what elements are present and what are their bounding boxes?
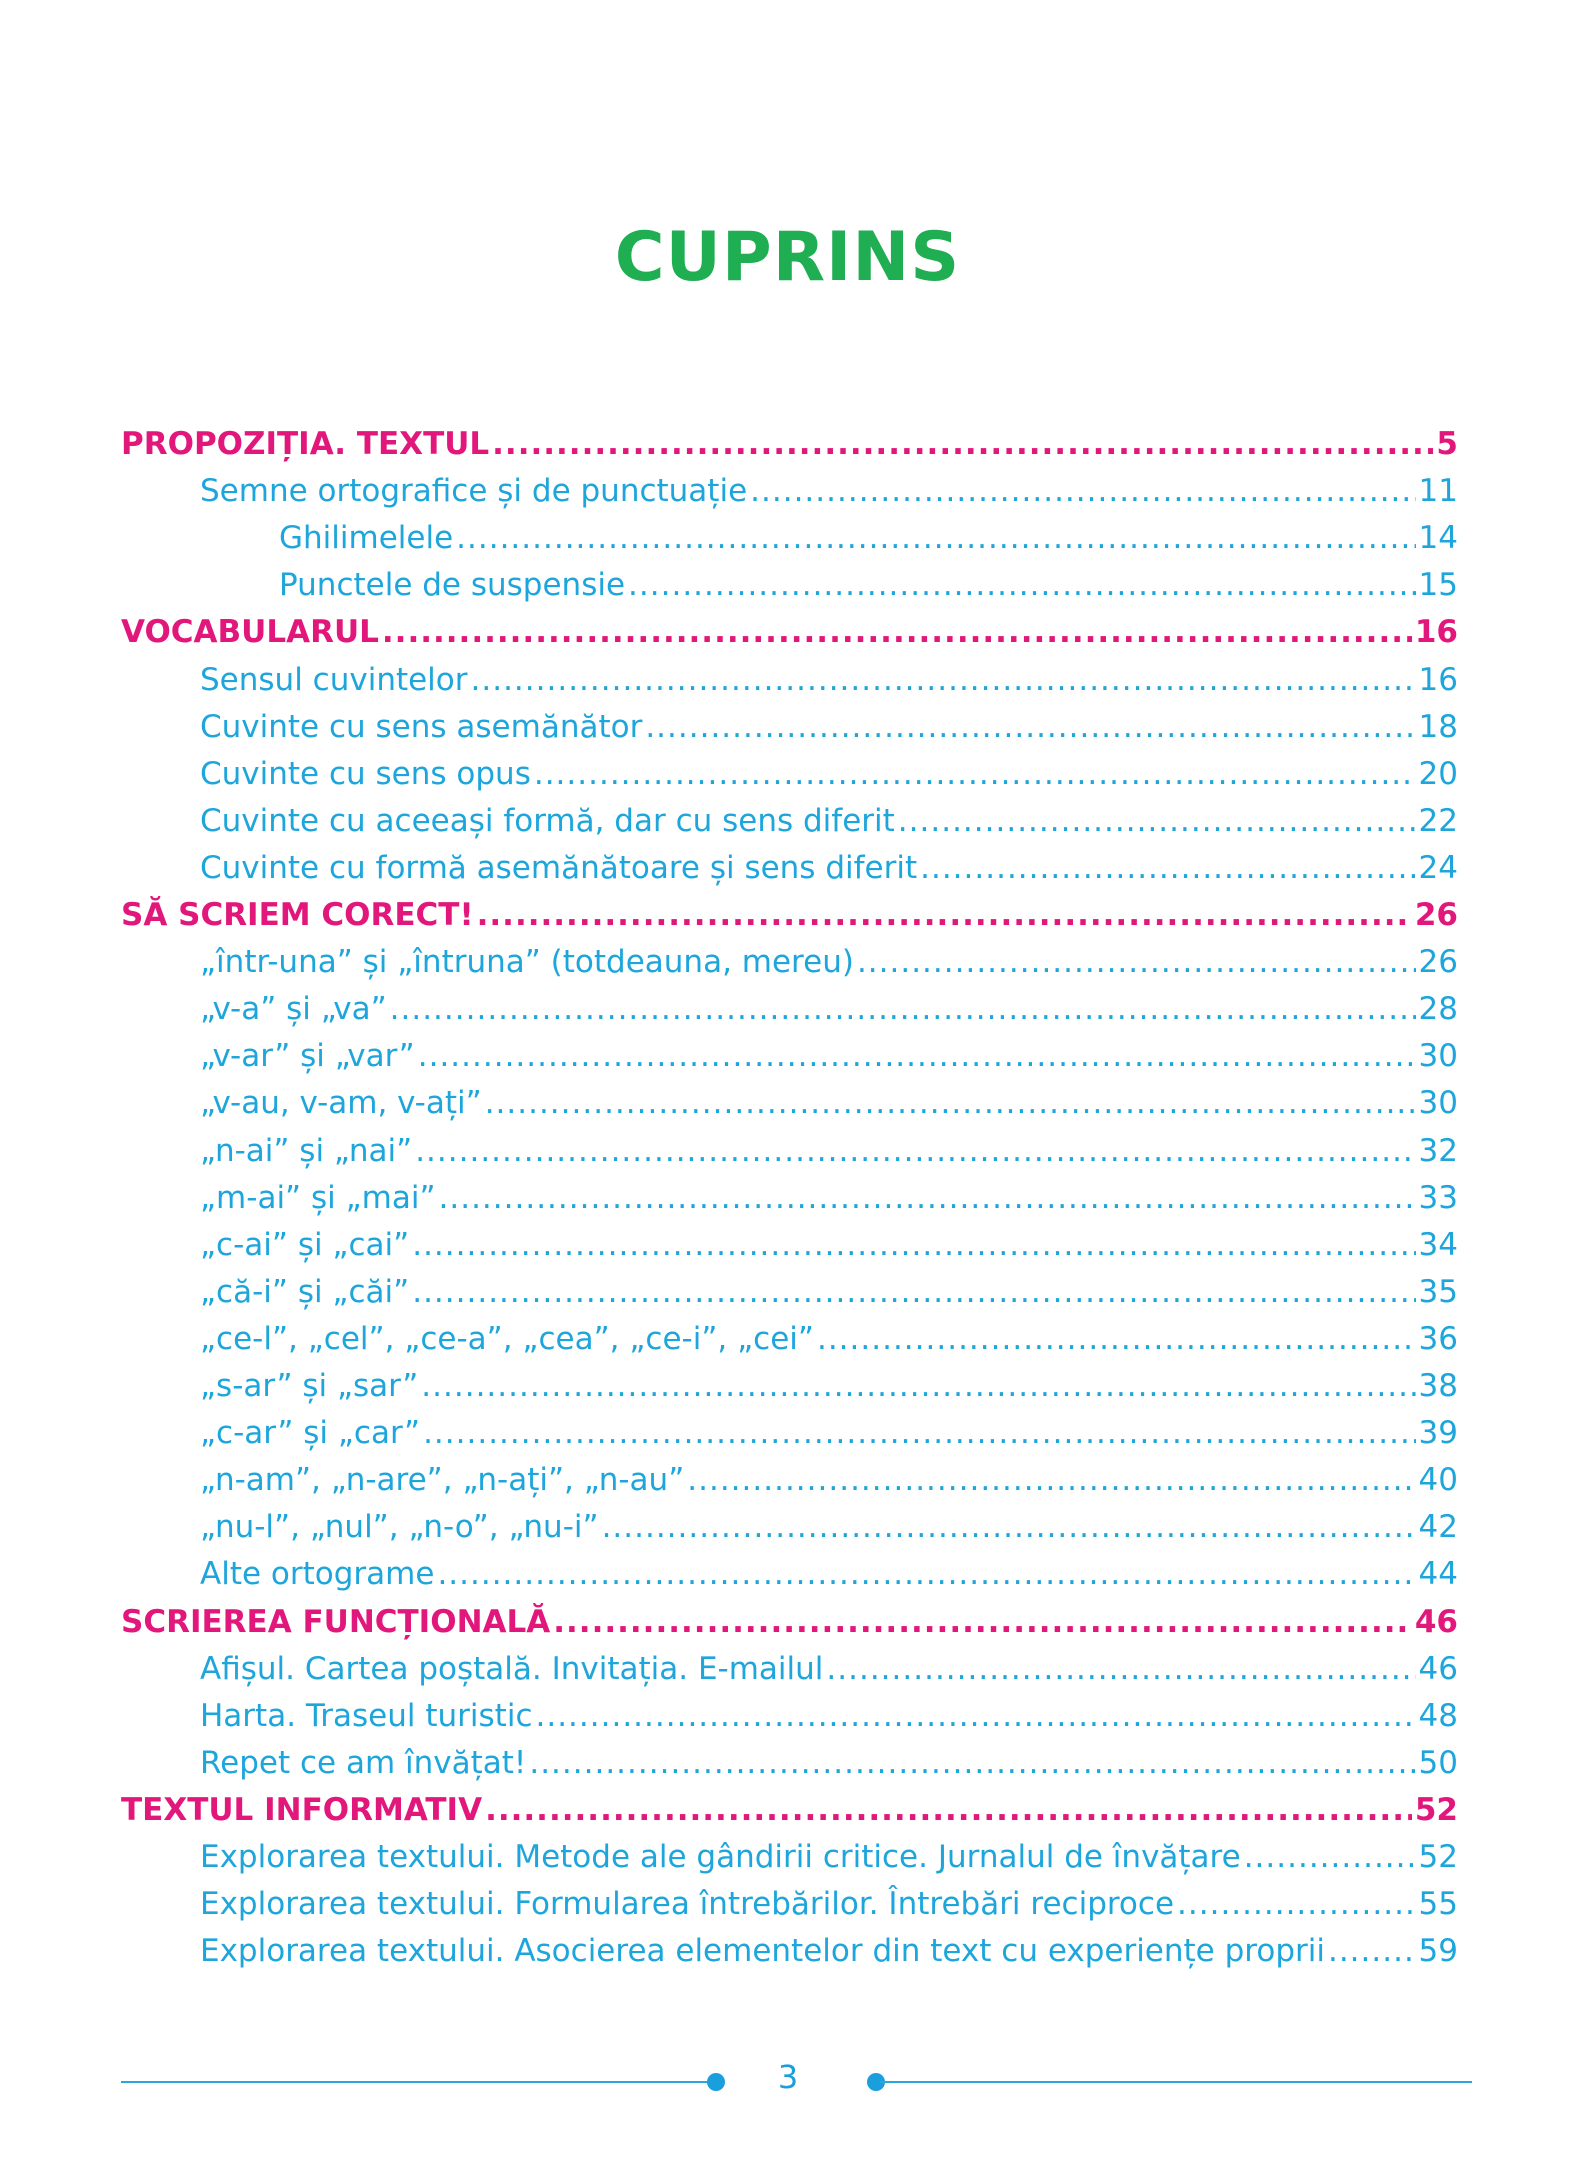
toc-label: „n-ai” și „nai” (200, 1132, 413, 1169)
toc-section (121, 893, 1458, 937)
toc-label: „m-ai” și „mai” (200, 1179, 436, 1216)
toc-label: „v-au, v-am, v-ați” (200, 1085, 482, 1122)
dot-leader (645, 705, 1415, 749)
toc-entry (121, 1081, 1458, 1125)
dot-leader (421, 1364, 1415, 1408)
toc-label: PROPOZIȚIA. TEXTUL (121, 426, 490, 462)
toc-label: Afișul. Cartea poștală. Invitația. E-mailul (200, 1650, 824, 1687)
toc-label: „nu-l”, „nul”, „n-o”, „nu-i” (200, 1509, 599, 1546)
toc-page-number: 16 (1418, 661, 1458, 698)
dot-leader (485, 1788, 1412, 1832)
toc-entry (121, 1034, 1458, 1078)
dot-leader (687, 1458, 1415, 1502)
toc-label: Explorarea textului. Metode ale gândirii critice. Jurnalul de învățare (200, 1839, 1241, 1875)
toc-page-number: 55 (1418, 1886, 1458, 1923)
toc-label: Explorarea textului. Formularea întrebărilor. Întrebări reciproce (200, 1886, 1175, 1923)
toc-entry (121, 987, 1458, 1031)
toc-entry (121, 563, 1458, 607)
toc-label: Sensul cuvintelor (200, 661, 468, 698)
toc-label: Cuvinte cu sens opus (200, 755, 531, 792)
toc-page-number: 26 (1414, 897, 1458, 933)
toc-entry (121, 1458, 1458, 1502)
toc-entry (121, 1694, 1458, 1738)
toc-label: Cuvinte cu aceeași formă, dar cu sens diferit (200, 802, 895, 839)
toc-page-number: 15 (1418, 567, 1458, 604)
toc-page-number: 18 (1418, 708, 1458, 745)
toc-entry (121, 1741, 1458, 1785)
toc-page-number: 40 (1418, 1462, 1458, 1499)
dot-leader (492, 422, 1433, 466)
toc-label: Repet ce am învățat! (200, 1744, 527, 1781)
toc-entry (121, 846, 1458, 890)
toc-entry (121, 1647, 1458, 1691)
dot-leader (1328, 1929, 1416, 1973)
toc-entry (121, 705, 1458, 749)
footer-line-right (880, 2081, 1472, 2083)
dot-leader (602, 1505, 1416, 1549)
dot-leader (412, 1270, 1415, 1314)
toc-label: „într-una” și „întruna” (totdeauna, mereu) (200, 944, 854, 981)
toc-page-number: 22 (1418, 802, 1458, 839)
dot-leader (750, 469, 1415, 513)
toc-page-number: 14 (1418, 520, 1458, 557)
dot-leader (418, 1034, 1416, 1078)
toc-page-number: 52 (1414, 1791, 1458, 1828)
dot-leader (485, 1081, 1416, 1125)
dot-leader (857, 940, 1416, 984)
dot-leader (898, 799, 1416, 843)
toc-label: „c-ai” și „cai” (200, 1226, 410, 1263)
toc-label: „s-ar” și „sar” (200, 1368, 419, 1404)
toc-section (121, 1600, 1458, 1644)
page-number: 3 (777, 2058, 799, 2096)
toc-entry (121, 1176, 1458, 1220)
toc-page-number: 5 (1436, 426, 1458, 462)
toc-page-number: 20 (1418, 755, 1458, 792)
dot-leader (1177, 1882, 1416, 1926)
toc-entry (121, 1929, 1458, 1973)
dot-leader (471, 658, 1416, 702)
dot-leader (382, 610, 1412, 654)
dot-leader (920, 846, 1415, 890)
toc-entry (121, 516, 1458, 560)
toc-page-number: 11 (1418, 473, 1458, 510)
toc-label: Semne ortografice și de punctuație (200, 473, 748, 510)
toc-page-number: 24 (1418, 849, 1458, 886)
dot-leader (415, 1129, 1415, 1173)
footer-dot-left (707, 2073, 725, 2091)
dot-leader (817, 1317, 1416, 1361)
toc-label: Punctele de suspensie (279, 567, 626, 604)
page-title: CUPRINS (614, 218, 961, 297)
dot-leader (1244, 1835, 1416, 1879)
toc-label: Harta. Traseul turistic (200, 1697, 533, 1734)
toc-page-number: 39 (1418, 1415, 1458, 1452)
toc-entry (121, 1270, 1458, 1314)
dot-leader (439, 1176, 1416, 1220)
toc-label: „ce-l”, „cel”, „ce-a”, „cea”, „ce-i”, „cei” (200, 1320, 814, 1357)
toc-entry (121, 1129, 1458, 1173)
dot-leader (826, 1647, 1415, 1691)
toc-entry (121, 1552, 1458, 1596)
toc-label: „v-ar” și „var” (200, 1038, 415, 1075)
dot-leader (390, 987, 1416, 1031)
toc-label: Explorarea textului. Asocierea elementelor din text cu experiențe proprii (200, 1933, 1325, 1970)
toc-entry (121, 658, 1458, 702)
toc-page-number: 36 (1418, 1320, 1458, 1357)
toc-entry (121, 799, 1458, 843)
toc-label: SĂ SCRIEM CORECT! (121, 897, 474, 933)
dot-leader (412, 1223, 1415, 1267)
toc-entry (121, 940, 1458, 984)
toc-page-number: 32 (1418, 1132, 1458, 1169)
dot-leader (534, 752, 1416, 796)
toc-page-number: 48 (1418, 1697, 1458, 1734)
toc-entry (121, 1505, 1458, 1549)
toc-entry (121, 1364, 1458, 1408)
toc-page-number: 28 (1418, 991, 1458, 1028)
toc-page-number: 30 (1418, 1038, 1458, 1075)
toc-page-number: 30 (1418, 1085, 1458, 1122)
toc-section (121, 610, 1458, 654)
toc-label: „v-a” și „va” (200, 991, 387, 1028)
toc-page-number: 42 (1418, 1509, 1458, 1546)
toc-page-number: 46 (1414, 1603, 1458, 1640)
toc-label: Alte ortograme (200, 1556, 435, 1593)
toc-page-number: 50 (1418, 1744, 1458, 1781)
dot-leader (628, 563, 1416, 607)
dot-leader (477, 893, 1412, 937)
toc-page-number: 34 (1418, 1226, 1458, 1263)
toc-page-number: 33 (1418, 1179, 1458, 1216)
toc-page-number: 52 (1418, 1839, 1458, 1875)
footer-line-left (121, 2081, 714, 2083)
dot-leader (437, 1552, 1415, 1596)
dot-leader (529, 1741, 1415, 1785)
toc-label: „c-ar” și „car” (200, 1415, 421, 1452)
toc-section (121, 422, 1458, 466)
toc-label: Cuvinte cu formă asemănătoare și sens diferit (200, 849, 918, 886)
toc-entry (121, 469, 1458, 513)
toc-page-number: 38 (1418, 1368, 1458, 1404)
toc-label: Cuvinte cu sens asemănător (200, 708, 643, 745)
toc-label: VOCABULARUL (121, 614, 379, 651)
toc-label: Ghilimelele (279, 520, 454, 557)
dot-leader (456, 516, 1415, 560)
toc-label: TEXTUL INFORMATIV (121, 1791, 483, 1828)
toc-page-number: 59 (1418, 1933, 1458, 1970)
toc-entry (121, 1411, 1458, 1455)
toc-page-number: 46 (1418, 1650, 1458, 1687)
dot-leader (423, 1411, 1415, 1455)
toc-entry (121, 1882, 1458, 1926)
toc-label: „n-am”, „n-are”, „n-ați”, „n-au” (200, 1462, 685, 1499)
toc-page-number: 35 (1418, 1273, 1458, 1310)
dot-leader (536, 1694, 1416, 1738)
toc-entry (121, 752, 1458, 796)
toc-label: „că-i” și „căi” (200, 1273, 410, 1310)
toc-label: SCRIEREA FUNCȚIONALĂ (121, 1603, 551, 1640)
toc-entry (121, 1223, 1458, 1267)
toc-entry (121, 1835, 1458, 1879)
toc-entry (121, 1317, 1458, 1361)
toc-page-number: 26 (1418, 944, 1458, 981)
toc-page-number: 16 (1414, 614, 1458, 651)
toc-section (121, 1788, 1458, 1832)
toc-page-number: 44 (1418, 1556, 1458, 1593)
dot-leader (553, 1600, 1412, 1644)
